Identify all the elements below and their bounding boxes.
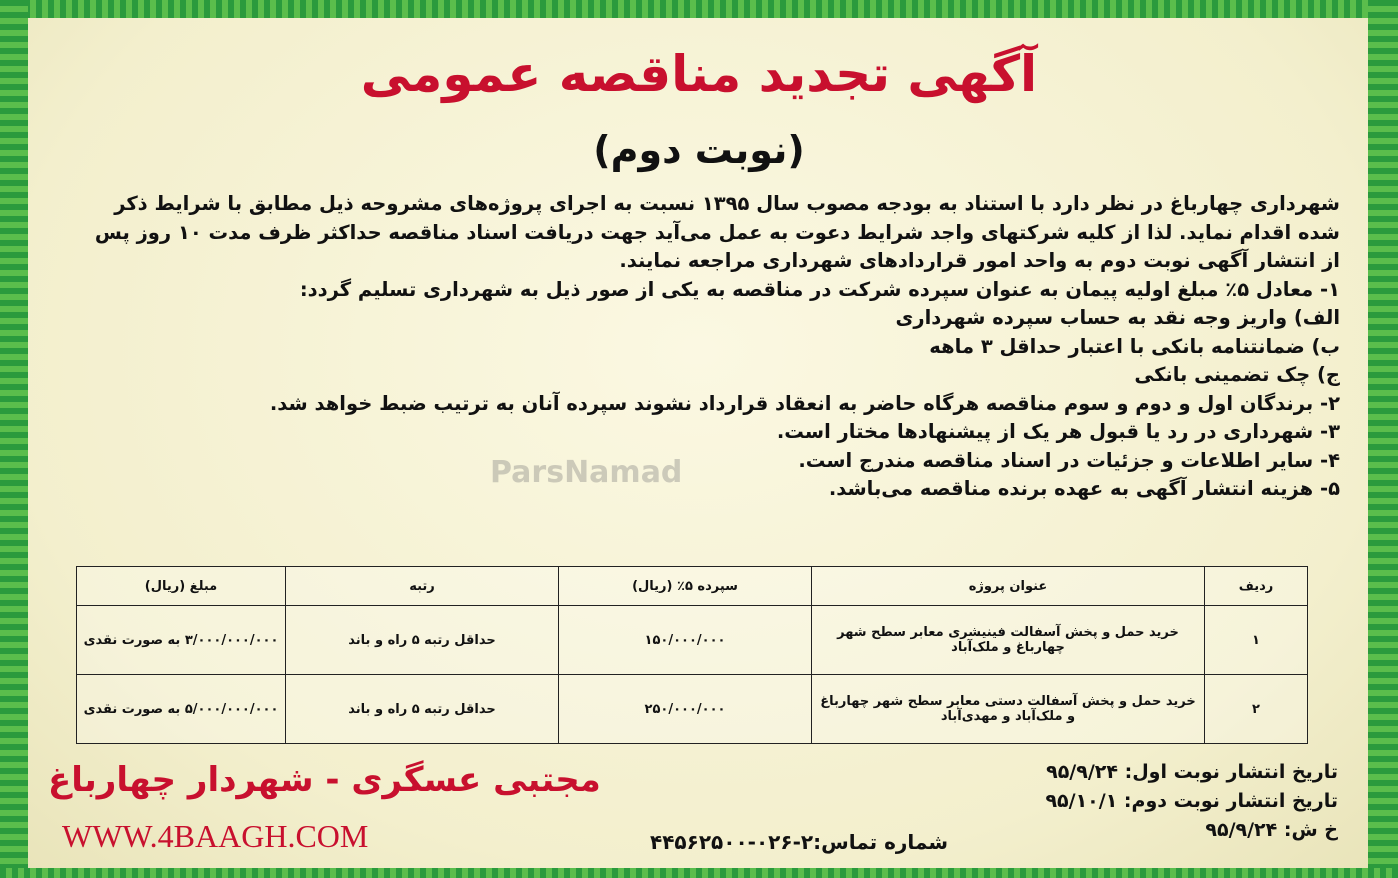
page-subtitle: (نوبت دوم) <box>593 128 805 172</box>
cell-deposit: ۲۵۰/۰۰۰/۰۰۰ <box>559 675 812 744</box>
col-header-row-number: ردیف <box>1205 567 1308 606</box>
cell-amount: ۳/۰۰۰/۰۰۰/۰۰۰ به صورت نقدی <box>77 606 286 675</box>
publication-dates <box>1045 758 1338 845</box>
condition-item: ج) چک تضمینی بانکی <box>1134 363 1340 386</box>
kh-date: خ ش: ۹۵/۹/۲۴ <box>1205 819 1338 841</box>
intro-line: شده اقدام نماید. لذا از کلیه شرکتهای واجد شرایط دعوت به عمل می‌آید جهت دریافت اسناد مناقصه حداکثر ظرف مدت ۱۰ روز پس <box>94 220 1340 244</box>
col-header-grade: رتبه <box>286 567 559 606</box>
decorative-border-top <box>0 0 1398 18</box>
cell-deposit: ۱۵۰/۰۰۰/۰۰۰ <box>559 606 812 675</box>
cell-project-title: خرید حمل و پخش آسفالت فینیشری معابر سطح شهر چهارباغ و ملک‌آباد <box>812 606 1205 675</box>
cell-project-title: خرید حمل و پخش آسفالت دستی معابر سطح شهر چهارباغ و ملک‌آباد و مهدی‌آباد <box>812 675 1205 744</box>
decorative-border-bottom <box>0 868 1398 878</box>
contact-phone: شماره تماس:۲-۰۲۶-۴۴۵۶۲۵۰۰ <box>650 830 949 854</box>
announcement-body <box>50 190 1340 504</box>
projects-table <box>76 566 1308 744</box>
cell-row-number: ۱ <box>1205 606 1308 675</box>
intro-line: شهرداری چهارباغ در نظر دارد با استناد به بودجه مصوب سال ۱۳۹۵ نسبت به اجرای پروژه‌های مشروحه ذیل مطابق با شرایط ذکر <box>114 192 1340 215</box>
page-title: آگهی تجدید مناقصه عمومی <box>360 45 1038 103</box>
cell-grade: حداقل رتبه ۵ راه و باند <box>286 606 559 675</box>
table-row <box>77 675 1308 744</box>
condition-item: ۳- شهرداری در رد یا قبول هر یک از پیشنهادها مختار است. <box>776 420 1340 443</box>
table-header-row <box>77 567 1308 606</box>
table-row <box>77 606 1308 675</box>
condition-item: الف) واریز وجه نقد به حساب سپرده شهرداری <box>895 306 1340 329</box>
cell-amount: ۵/۰۰۰/۰۰۰/۰۰۰ به صورت نقدی <box>77 675 286 744</box>
condition-item: ۴- سایر اطلاعات و جزئیات در اسناد مناقصه مندرج است. <box>798 448 1340 472</box>
condition-item: ۱- معادل ۵٪ مبلغ اولیه پیمان به عنوان سپرده شرکت در مناقصه به یکی از صور ذیل به شهرداری تسلیم گردد: <box>299 277 1340 301</box>
intro-line: از انتشار آگهی نوبت دوم به واحد امور قراردادهای شهرداری مراجعه نمایند. <box>619 249 1340 272</box>
col-header-deposit: سپرده ۵٪ (ریال) <box>559 567 812 606</box>
first-publication-date: تاریخ انتشار نوبت اول: ۹۵/۹/۲۴ <box>1046 761 1338 783</box>
second-publication-date: تاریخ انتشار نوبت دوم: ۹۵/۱۰/۱ <box>1045 790 1338 812</box>
cell-grade: حداقل رتبه ۵ راه و باند <box>286 675 559 744</box>
website-link[interactable]: WWW.4BAAGH.COM <box>62 818 369 854</box>
watermark: ParsNamad <box>490 455 683 490</box>
col-header-project-title: عنوان پروژه <box>812 567 1205 606</box>
col-header-amount: مبلغ (ریال) <box>77 567 286 606</box>
condition-item: ۵- هزینه انتشار آگهی به عهده برنده مناقصه می‌باشد. <box>828 477 1340 500</box>
condition-item: ب) ضمانتنامه بانکی با اعتبار حداقل ۳ ماهه <box>929 334 1340 358</box>
mayor-signature: مجتبی عسگری - شهردار چهارباغ <box>48 760 601 800</box>
condition-item: ۲- برندگان اول و دوم و سوم مناقصه هرگاه حاضر به انعقاد قرارداد نشوند سپرده آنان به ترتیب ضبط خواهد شد. <box>269 391 1340 415</box>
cell-row-number: ۲ <box>1205 675 1308 744</box>
